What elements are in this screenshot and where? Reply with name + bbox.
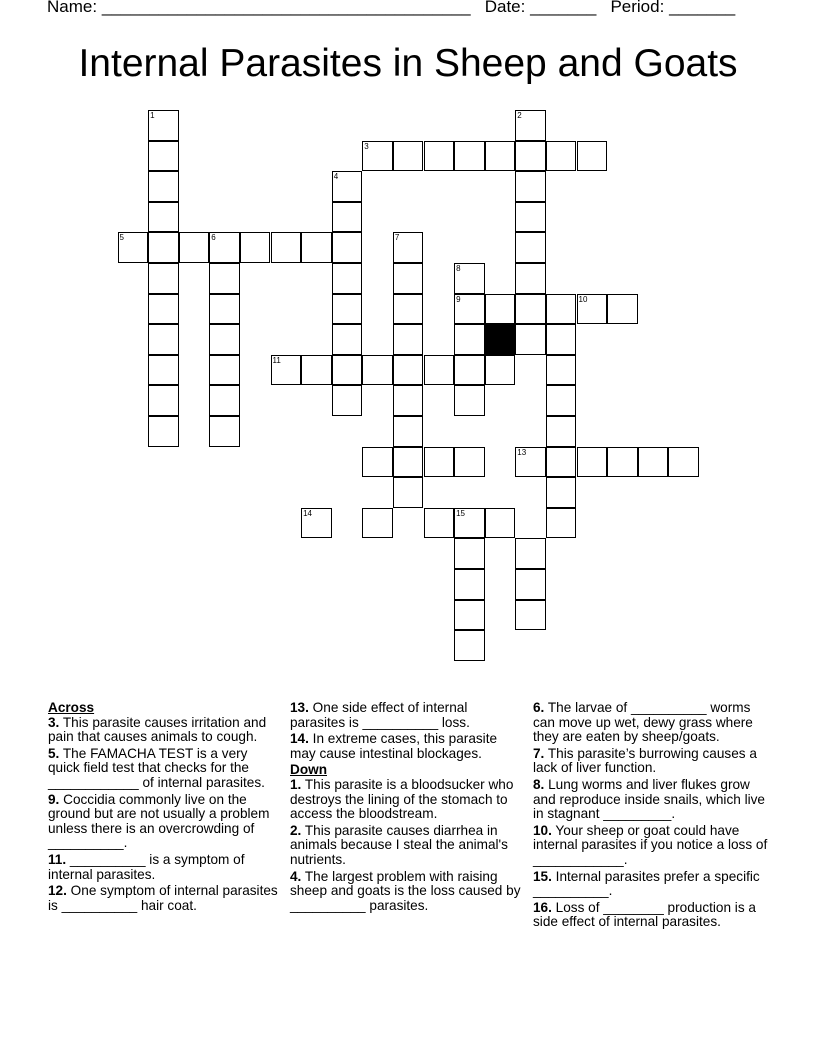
clue-item xyxy=(533,778,773,822)
clue-text: Coccidia commonly live on the ground but are not usually a problem unless there is an overcrowding of __________. xyxy=(48,791,270,851)
grid-cell[interactable] xyxy=(332,171,363,202)
clue-number-label: 4 xyxy=(333,172,339,182)
clue-number: 5. xyxy=(48,745,60,761)
grid-cell[interactable] xyxy=(118,232,149,263)
grid-cell[interactable] xyxy=(515,600,546,631)
clue-number: 12. xyxy=(48,883,67,899)
clue-number-label: 2 xyxy=(517,111,522,120)
clue-text: This parasite’s burrowing causes a lack of liver function. xyxy=(533,745,757,776)
clue-item xyxy=(533,901,773,930)
grid-cell[interactable] xyxy=(454,263,485,294)
grid-cell[interactable] xyxy=(454,600,485,631)
grid-cell[interactable] xyxy=(454,324,485,355)
clue-number: 2. xyxy=(290,822,302,838)
clue-number: 7. xyxy=(533,745,545,761)
clue-number-label: 9 xyxy=(456,294,461,304)
grid-cell[interactable] xyxy=(515,263,546,294)
grid-cell[interactable] xyxy=(546,477,577,508)
grid-cell[interactable] xyxy=(332,385,363,416)
clue-text: __________ is a symptom of internal parasites. xyxy=(48,851,245,882)
grid-cell[interactable] xyxy=(148,141,179,172)
grid-cell[interactable] xyxy=(148,202,179,233)
clue-number-label: 10 xyxy=(578,294,588,304)
down-clue-list-continued xyxy=(533,701,773,930)
grid-cell[interactable] xyxy=(454,630,485,661)
grid-cell[interactable] xyxy=(515,324,546,355)
grid-cell[interactable] xyxy=(362,355,393,386)
grid-cell[interactable] xyxy=(393,263,424,294)
grid-cell[interactable] xyxy=(577,294,608,325)
grid-cell[interactable] xyxy=(515,202,546,233)
grid-cell[interactable] xyxy=(546,385,577,416)
grid-cell[interactable] xyxy=(209,416,240,447)
grid-cell[interactable] xyxy=(546,508,577,539)
grid-cell[interactable] xyxy=(485,508,516,539)
clue-item xyxy=(48,793,280,851)
clue-number: 13. xyxy=(290,700,309,715)
grid-cell[interactable] xyxy=(393,477,424,508)
grid-cell[interactable] xyxy=(393,324,424,355)
clue-text: This parasite causes diarrhea in animals because I steal the animal's nutrients. xyxy=(290,822,508,867)
grid-cell[interactable] xyxy=(209,263,240,294)
across-clue-list-continued xyxy=(290,701,522,761)
grid-cell[interactable] xyxy=(546,294,577,325)
period-label: Period: xyxy=(610,0,665,16)
grid-cell[interactable] xyxy=(271,232,302,263)
clue-item xyxy=(290,701,522,730)
clue-item xyxy=(533,824,773,868)
grid-cell[interactable] xyxy=(454,538,485,569)
grid-cell[interactable] xyxy=(148,110,179,141)
grid-cell[interactable] xyxy=(515,569,546,600)
clue-number-label: 5 xyxy=(119,233,124,243)
clue-number-label: 6 xyxy=(211,233,216,243)
grid-cell[interactable] xyxy=(485,141,516,172)
grid-cell[interactable] xyxy=(485,294,516,325)
grid-cell[interactable] xyxy=(515,141,546,172)
grid-cell[interactable] xyxy=(607,294,638,325)
grid-cell[interactable] xyxy=(424,447,455,478)
clue-item xyxy=(533,747,773,776)
clue-text: The largest problem with raising sheep and goats is the loss caused by __________ parasites. xyxy=(290,868,521,913)
grid-cell[interactable] xyxy=(577,141,608,172)
clue-text: Your sheep or goat could have internal parasites if you notice a loss of ____________. xyxy=(533,822,768,867)
grid-cell[interactable] xyxy=(424,355,455,386)
clue-text: This parasite is a bloodsucker who destroys the lining of the stomach to access the bloodstream. xyxy=(290,776,514,822)
clue-number: 10. xyxy=(533,822,552,838)
across-heading: Across xyxy=(48,700,95,715)
grid-cell[interactable] xyxy=(546,141,577,172)
down-clue-list xyxy=(290,778,522,913)
clue-text: One symptom of internal parasites is __________ hair coat. xyxy=(48,883,278,913)
grid-cell[interactable] xyxy=(301,232,332,263)
clue-text: One side effect of internal parasites is __________ loss. xyxy=(290,700,470,730)
grid-cell[interactable] xyxy=(515,110,546,141)
grid-cell[interactable] xyxy=(332,355,363,386)
grid-cell[interactable] xyxy=(362,141,393,172)
grid-cell[interactable] xyxy=(454,508,485,539)
clue-number: 11. xyxy=(48,851,67,867)
clue-number-label: 15 xyxy=(456,508,465,518)
name-label: Name: xyxy=(47,0,98,16)
grid-cell[interactable] xyxy=(148,263,179,294)
grid-cell[interactable] xyxy=(546,355,577,386)
grid-cell[interactable] xyxy=(424,508,455,539)
name-blank[interactable]: _______________________________________ xyxy=(101,0,471,16)
black-cell xyxy=(485,324,516,355)
clue-text: In extreme cases, this parasite may cause intestinal blockages. xyxy=(290,731,498,761)
grid-cell[interactable] xyxy=(393,141,424,172)
clues-column-3 xyxy=(533,701,773,932)
clue-number: 15. xyxy=(533,868,552,884)
grid-cell[interactable] xyxy=(546,324,577,355)
grid-cell[interactable] xyxy=(393,294,424,325)
grid-cell[interactable] xyxy=(332,294,363,325)
period-blank[interactable]: _______ xyxy=(669,0,736,16)
grid-cell[interactable] xyxy=(454,355,485,386)
grid-cell[interactable] xyxy=(393,355,424,386)
grid-cell[interactable] xyxy=(209,355,240,386)
grid-cell[interactable] xyxy=(209,324,240,355)
clue-item xyxy=(48,884,280,913)
grid-cell[interactable] xyxy=(209,232,240,263)
clue-number-label: 13 xyxy=(517,447,527,457)
clue-text: The FAMACHA TEST is a very quick field test that checks for the ____________ of internal parasites. xyxy=(48,745,265,790)
clue-number: 9. xyxy=(48,791,60,807)
clue-item xyxy=(533,870,773,899)
grid-cell[interactable] xyxy=(148,416,179,447)
grid-cell[interactable] xyxy=(668,447,699,478)
grid-cell[interactable] xyxy=(638,447,669,478)
clue-item xyxy=(48,716,280,745)
grid-cell[interactable] xyxy=(515,171,546,202)
clue-text: The larvae of __________ worms can move up wet, dewy grass where they are eaten by sheep/goats. xyxy=(533,700,753,745)
grid-cell[interactable] xyxy=(301,355,332,386)
grid-cell[interactable] xyxy=(148,324,179,355)
grid-cell[interactable] xyxy=(362,447,393,478)
grid-cell[interactable] xyxy=(271,355,302,386)
grid-cell[interactable] xyxy=(454,385,485,416)
grid-cell[interactable] xyxy=(362,508,393,539)
clue-number-label: 7 xyxy=(394,233,400,243)
clue-number: 1. xyxy=(290,776,302,792)
grid-cell[interactable] xyxy=(454,569,485,600)
clue-item xyxy=(290,732,522,761)
clue-number-label: 3 xyxy=(364,141,369,151)
grid-cell[interactable] xyxy=(393,416,424,447)
grid-cell[interactable] xyxy=(240,232,271,263)
clue-item xyxy=(48,853,280,882)
grid-cell[interactable] xyxy=(148,385,179,416)
grid-cell[interactable] xyxy=(148,232,179,263)
grid-cell[interactable] xyxy=(148,171,179,202)
clue-text: Loss of ________ production is a side effect of internal parasites. xyxy=(533,899,756,930)
clue-number-label: 11 xyxy=(272,355,281,365)
grid-cell[interactable] xyxy=(577,447,608,478)
clue-item xyxy=(290,778,522,822)
grid-cell[interactable] xyxy=(332,263,363,294)
clues-column-2 xyxy=(290,701,522,915)
date-label: Date: xyxy=(484,0,526,16)
clue-number: 3. xyxy=(48,714,60,730)
grid-cell[interactable] xyxy=(607,447,638,478)
grid-cell[interactable] xyxy=(301,508,332,539)
clue-number-label: 8 xyxy=(456,264,461,273)
grid-cell[interactable] xyxy=(393,447,424,478)
grid-cell[interactable] xyxy=(209,385,240,416)
clue-number: 4. xyxy=(290,868,302,884)
grid-cell[interactable] xyxy=(546,447,577,478)
grid-cell[interactable] xyxy=(454,294,485,325)
clue-number: 6. xyxy=(533,700,545,715)
clue-number: 16. xyxy=(533,899,552,915)
grid-cell[interactable] xyxy=(485,355,516,386)
clue-number: 8. xyxy=(533,776,545,792)
clue-number-label: 1 xyxy=(150,111,155,120)
grid-cell[interactable] xyxy=(454,141,485,172)
grid-cell[interactable] xyxy=(209,294,240,325)
date-blank[interactable]: _______ xyxy=(530,0,597,16)
grid-cell[interactable] xyxy=(148,355,179,386)
grid-cell[interactable] xyxy=(393,232,424,263)
clue-text: Lung worms and liver flukes grow and reproduce inside snails, which live in stagnant _________. xyxy=(533,776,765,822)
grid-cell[interactable] xyxy=(424,141,455,172)
grid-cell[interactable] xyxy=(515,294,546,325)
grid-cell[interactable] xyxy=(515,447,546,478)
grid-cell[interactable] xyxy=(393,385,424,416)
grid-cell[interactable] xyxy=(454,447,485,478)
clue-text: Internal parasites prefer a specific __________. xyxy=(533,868,760,899)
grid-cell[interactable] xyxy=(515,232,546,263)
grid-cell[interactable] xyxy=(332,232,363,263)
clues-column-1 xyxy=(48,701,280,915)
grid-cell[interactable] xyxy=(179,232,210,263)
grid-cell[interactable] xyxy=(332,202,363,233)
grid-cell[interactable] xyxy=(546,416,577,447)
grid-cell[interactable] xyxy=(515,538,546,569)
grid-cell[interactable] xyxy=(332,324,363,355)
clue-item xyxy=(533,701,773,745)
page-title: Internal Parasites in Sheep and Goats xyxy=(78,42,738,85)
clue-text: This parasite causes irritation and pain that causes animals to cough. xyxy=(48,714,267,745)
clue-item xyxy=(290,870,522,914)
across-clue-list xyxy=(48,716,280,914)
clue-item xyxy=(48,747,280,791)
clue-number-label: 14 xyxy=(303,508,312,518)
down-heading: Down xyxy=(290,762,327,778)
clue-number: 14. xyxy=(290,731,309,747)
clue-item xyxy=(290,824,522,868)
grid-cell[interactable] xyxy=(148,294,179,325)
